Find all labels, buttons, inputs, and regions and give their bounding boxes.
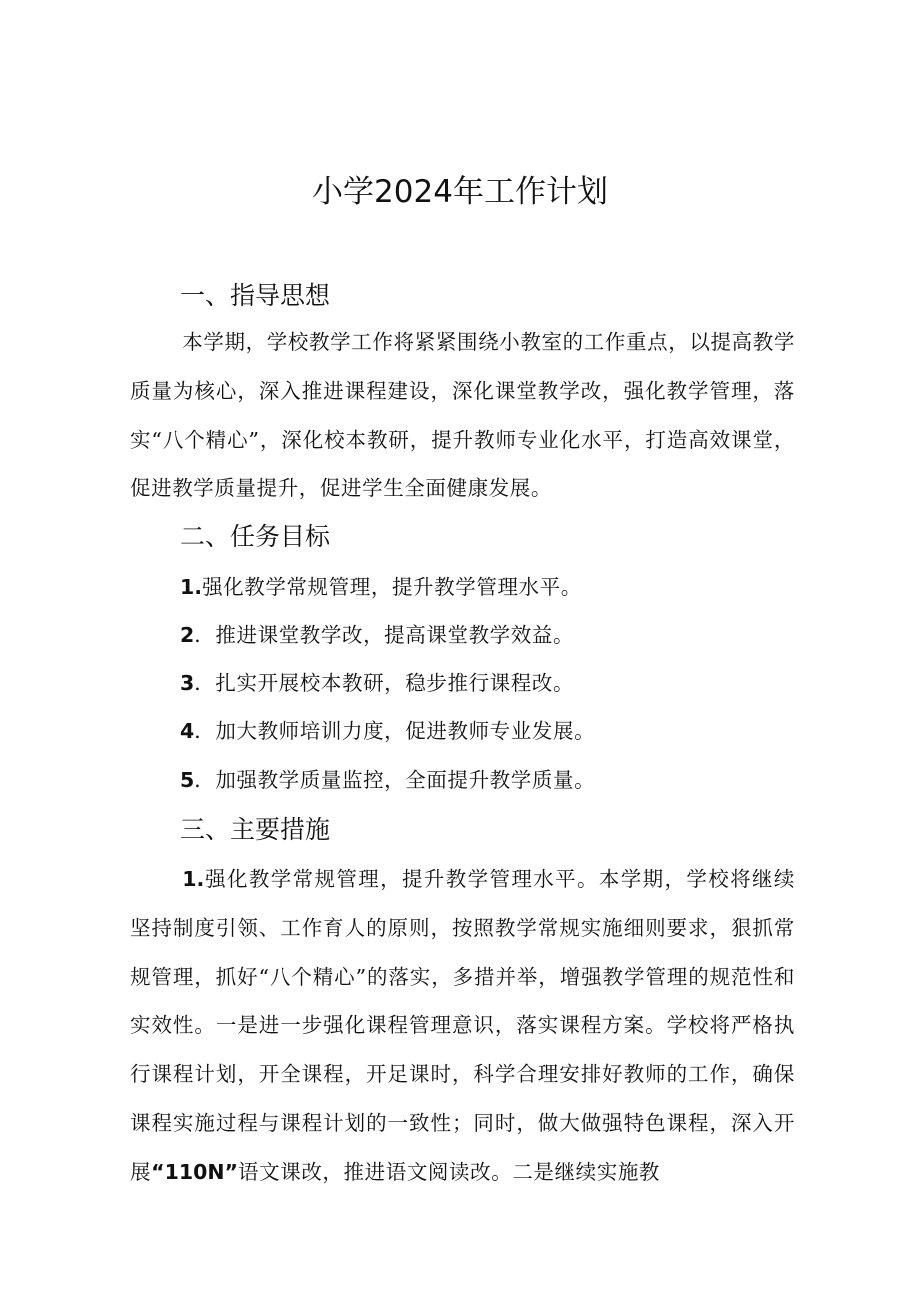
paragraph-text-end: 语文课改，推进语文阅读改。二是继续实施教 (238, 1159, 661, 1184)
list-item-number: 3 (180, 671, 195, 695)
list-item (180, 572, 582, 602)
paragraph-highlight: “110N” (151, 1159, 239, 1184)
paragraph-text-start: 强化教学常规管理，提升教学管理水平。本学期，学校将继续坚持制度引领、工作育人的原则，按照教学常规实施细则要求，狠抓常规管理，抓好“八个精心”的落实，多措并举，增强教学管理的规范性和实效性。一是进一步强化课程管理意识，落实课程方案。学校将严格执行课程计划，开全课程，开足课时，科学合理安排好教师的工作，确保课程实施过程与课程计划的一致性；同时，做大做强特色课程，深入开展 (130, 867, 795, 1184)
section-heading-task-goals: 二、任务目标 (180, 522, 331, 551)
list-item-text: ．推进课堂教学改，提高课堂教学效益。 (194, 623, 575, 647)
section-heading-main-measures: 三、主要措施 (180, 815, 331, 844)
list-item (180, 765, 595, 795)
list-item (180, 668, 574, 698)
list-item-number: 4 (180, 719, 195, 743)
list-item (180, 716, 595, 746)
document-title: 小学2024年工作计划 (312, 174, 608, 210)
list-item-text: ．加大教师培训力度，促进教师专业发展。 (194, 719, 596, 743)
list-item-number: 2 (180, 623, 195, 647)
list-item-text: ．加强教学质量监控，全面提升教学质量。 (194, 768, 596, 792)
list-item (180, 620, 574, 650)
list-item-number: 5 (180, 768, 195, 792)
section-heading-guiding-thought: 一、指导思想 (180, 281, 331, 310)
list-item-text: ．扎实开展校本教研，稳步推行课程改。 (194, 671, 575, 695)
paragraph-number: 1. (182, 867, 205, 891)
section-paragraph-main-measures (130, 855, 795, 1197)
section-paragraph-guiding-thought: 本学期，学校教学工作将紧紧围绕小教室的工作重点，以提高教学质量为核心，深入推进课程建设，深化课堂教学改，强化教学管理，落实“八个精心”，深化校本教研，提升教师专业化水平，打造高效课堂，促进教学质量提升，促进学生全面健康发展。 (130, 330, 795, 501)
list-item-number: 1. (180, 575, 203, 599)
list-item-text: 强化教学常规管理，提升教学管理水平。 (202, 575, 582, 599)
